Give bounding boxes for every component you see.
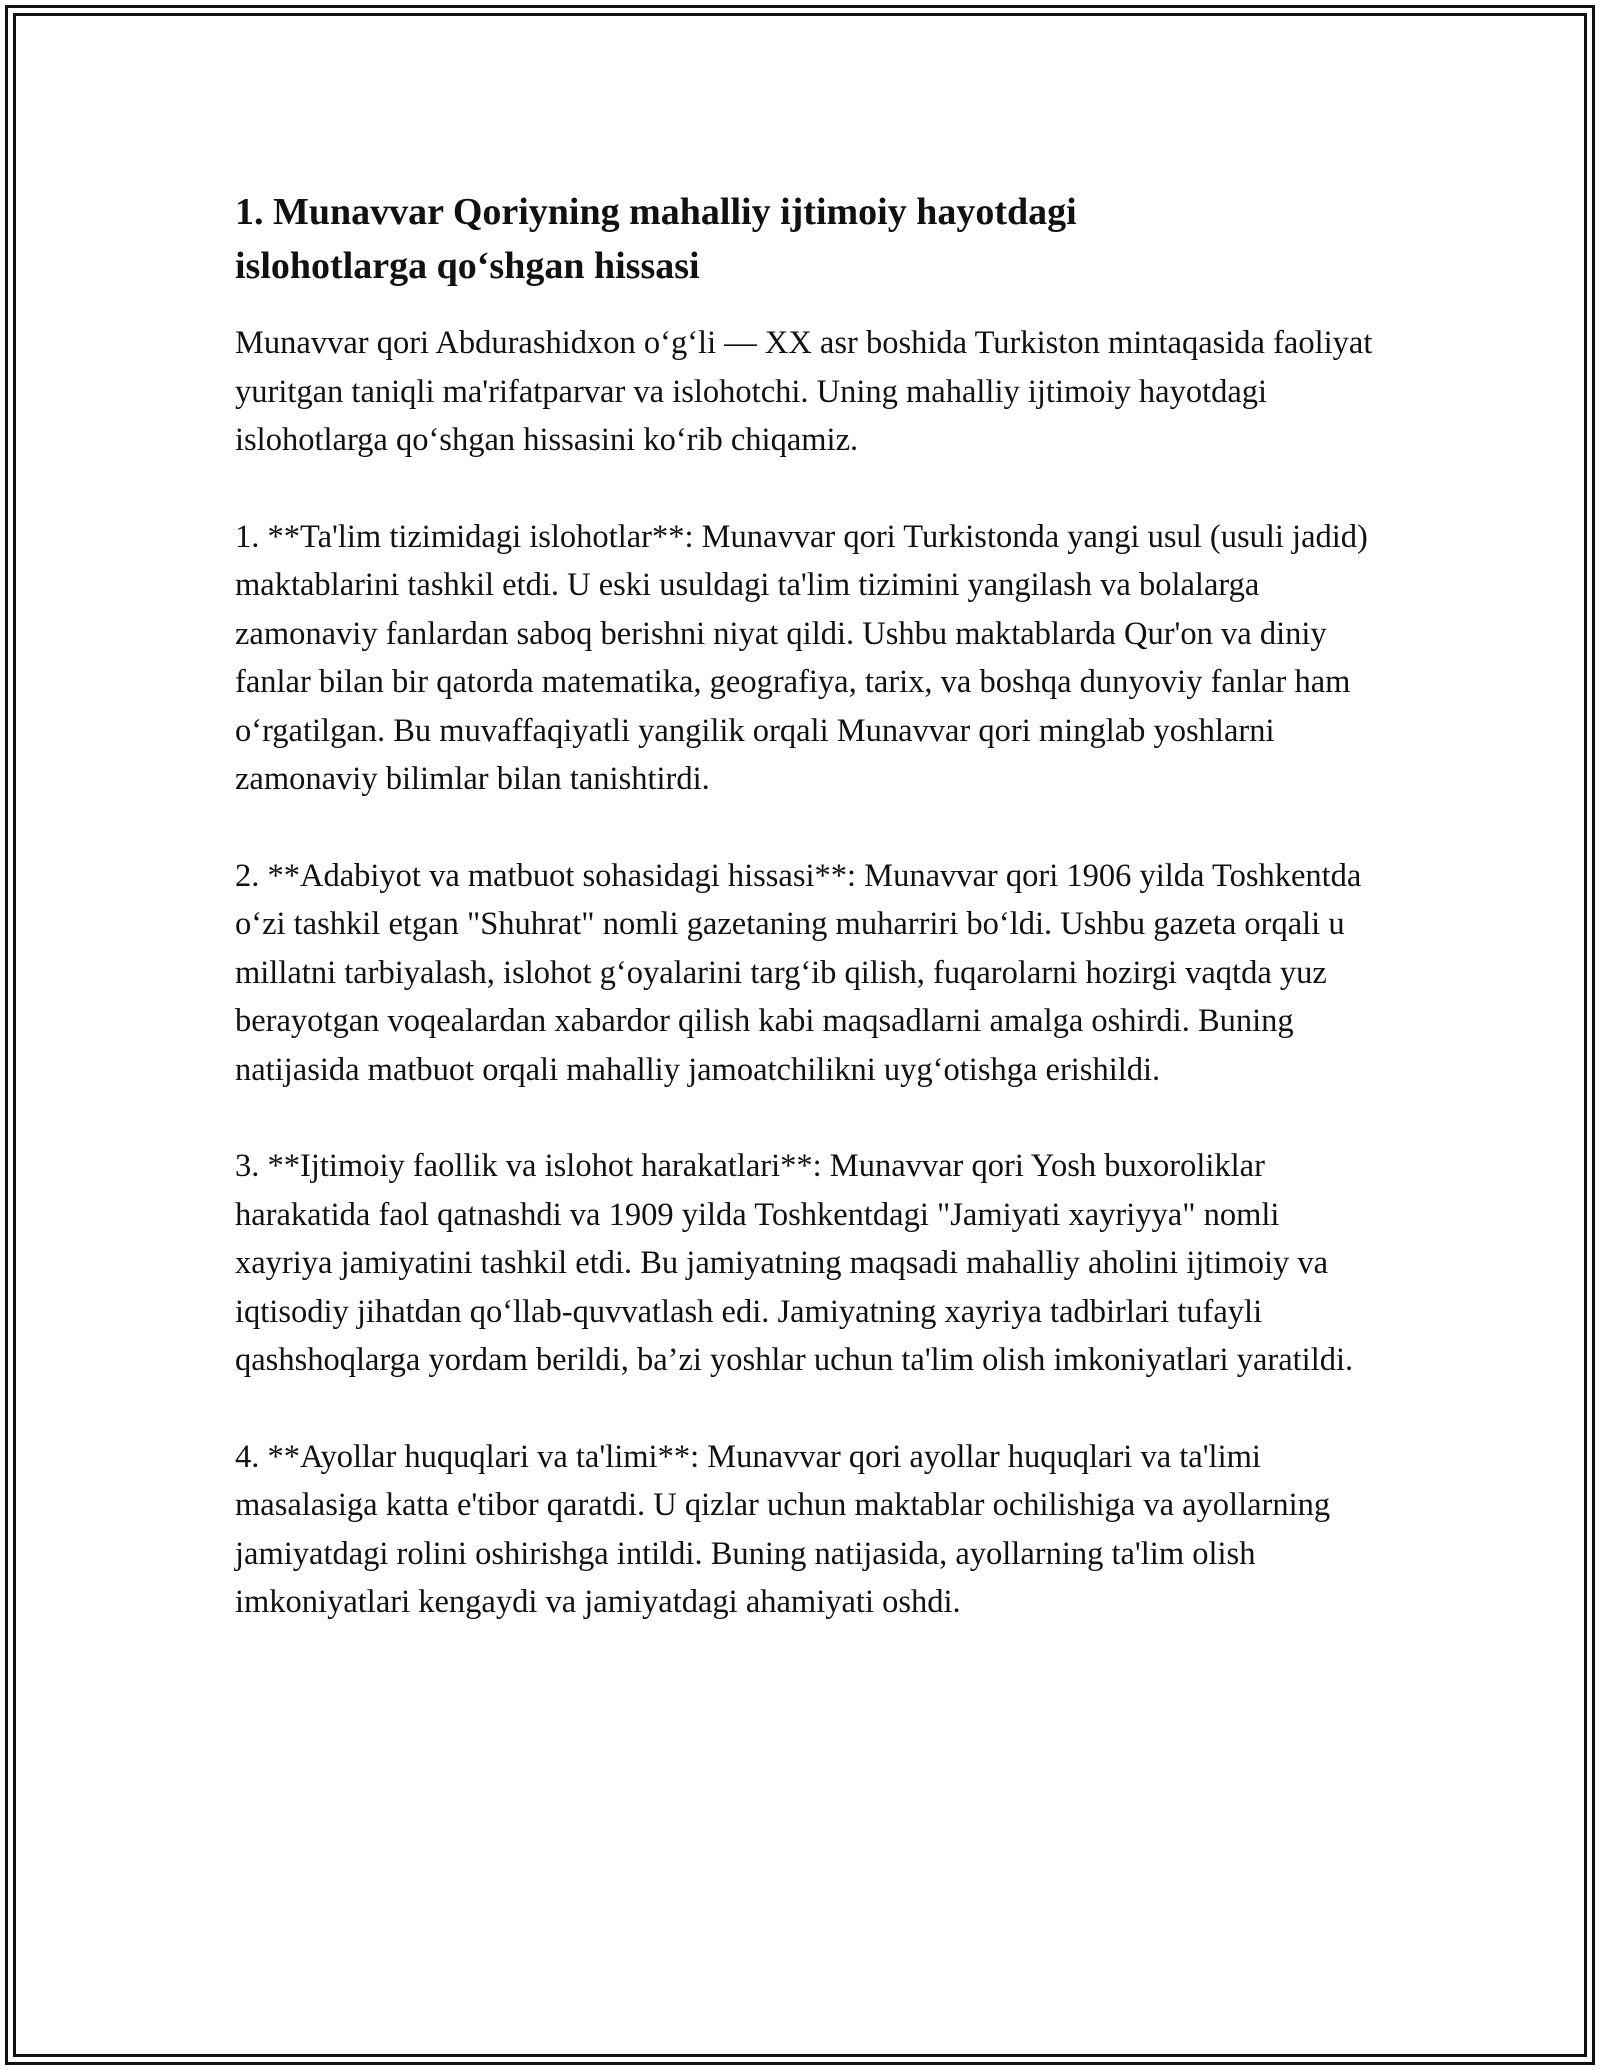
paragraph-social-activism: 3. **Ijtimoiy faollik va islohot harakatlari**: Munavvar qori Yosh buxoroliklar harakatida faol qatnashdi va 1909 yilda Toshkentdagi "Jamiyati xayriyya" nomli xayriya jamiyatini tashkil etdi. Bu jamiyatning maqsadi mahalliy aholini ijtimoiy va iqtisodiy jihatdan qo‘llab-quvvatlash edi. Jamiyatning xayriya tadbirlari tufayli qashshoqlarga yordam berildi, ba’zi yoshlar uchun ta'lim olish imkoniyatlari yaratildi.: [235, 1148, 1354, 1378]
paragraph-women-rights: 4. **Ayollar huquqlari va ta'limi**: Munavvar qori ayollar huquqlari va ta'limi masalasiga katta e'tibor qaratdi. U qizlar uchun maktablar ochilishiga va ayollarning jamiyatdagi rolini oshirishga intildi. Buning natijasida, ayollarning ta'lim olish imkoniyatlari kengaydi va jamiyatdagi ahamiyati oshdi.: [235, 1438, 1331, 1620]
document-body: [235, 185, 1375, 1675]
intro-paragraph: Munavvar qori Abdurashidxon o‘g‘li — XX asr boshida Turkiston mintaqasida faoliyat yuritgan taniqli ma'rifatparvar va islohotchi. Uning mahalliy ijtimoiy hayotdagi islohotlarga qo‘shgan hissasini ko‘rib chiqamiz.: [235, 325, 1373, 458]
paragraph-education-reforms: 1. **Ta'lim tizimidagi islohotlar**: Munavvar qori Turkistonda yangi usul (usuli jadid) maktablarini tashkil etdi. U eski usuldagi ta'lim tizimini yangilash va bolalarga zamonaviy fanlardan saboq berishni niyat qildi. Ushbu maktablarda Qur'on va diniy fanlar bilan bir qatorda matematika, geografiya, tarix, va boshqa dunyoviy fanlar ham o‘rgatilgan. Bu muvaffaqiyatli yangilik orqali Munavvar qori minglab yoshlarni zamonaviy bilimlar bilan tanishtirdi.: [235, 518, 1368, 797]
paragraph-literature-press: 2. **Adabiyot va matbuot sohasidagi hissasi**: Munavvar qori 1906 yilda Toshkentda o‘zi tashkil etgan "Shuhrat" nomli gazetaning muharriri bo‘ldi. Ushbu gazeta orqali u millatni tarbiyalash, islohot g‘oyalarini targ‘ib qilish, fuqarolarni hozirgi vaqtda yuz berayotgan voqealardan xabardor qilish kabi maqsadlarni amalga oshirdi. Buning natijasida matbuot orqali mahalliy jamoatchilikni uyg‘otishga erishildi.: [235, 857, 1362, 1088]
document-title: 1. Munavvar Qoriyning mahalliy ijtimoiy hayotdagi islohotlarga qo‘shgan hissasi: [235, 191, 1077, 287]
